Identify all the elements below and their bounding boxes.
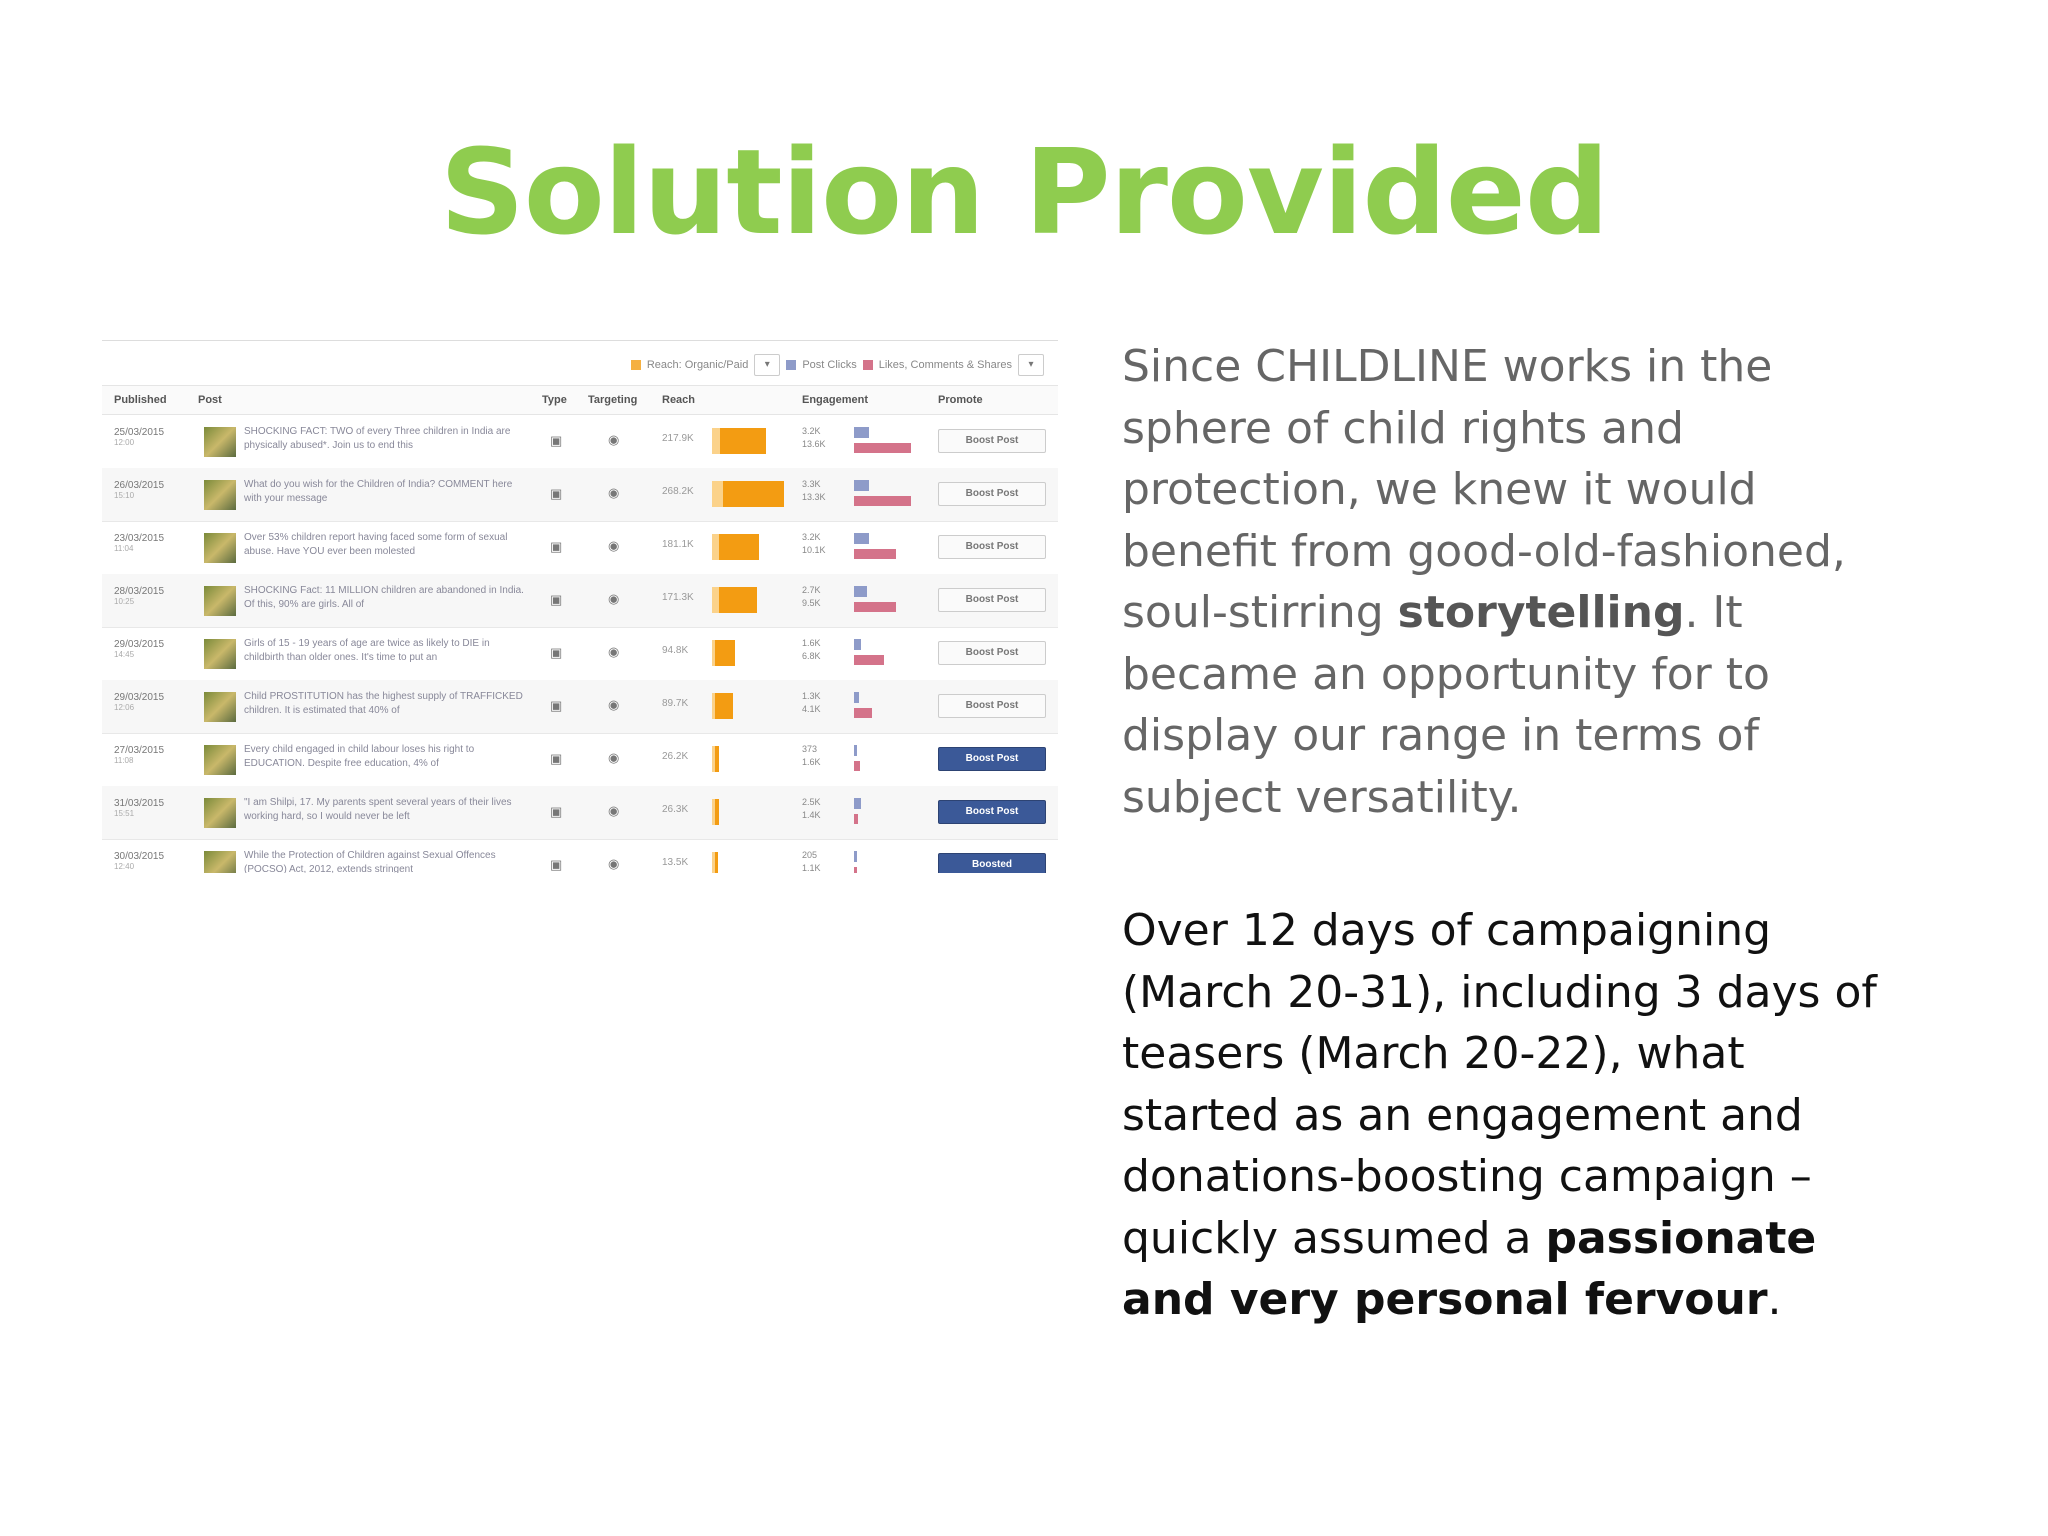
legend-engagement: Likes, Comments & Shares [878, 359, 1012, 371]
reach-value: 181.1K [662, 539, 694, 550]
reach-bar-paid [715, 693, 733, 719]
reach-value: 13.5K [662, 857, 689, 868]
table-header [102, 385, 1058, 415]
row-time: 15:10 [114, 491, 135, 500]
likes-value: 9.5K [802, 598, 821, 608]
globe-icon: ◉ [608, 432, 620, 447]
clicks-bar [854, 745, 857, 756]
post-thumbnail[interactable] [204, 480, 236, 510]
header-reach[interactable]: Reach [662, 394, 696, 406]
slide-title: Solution Provided [439, 123, 1609, 261]
globe-icon: ◉ [608, 697, 620, 712]
boost-post-button[interactable]: Boost Post [938, 747, 1046, 771]
likes-value: 1.6K [802, 757, 821, 767]
likes-value: 10.1K [802, 545, 826, 555]
header-promote[interactable]: Promote [938, 394, 983, 406]
post-thumbnail[interactable] [204, 639, 236, 669]
p2-end: . [1767, 1274, 1782, 1325]
row-time: 11:08 [114, 756, 134, 765]
clicks-value: 1.6K [802, 638, 821, 648]
row-date-text: 25/03/2015 [114, 427, 165, 438]
globe-icon: ◉ [608, 856, 620, 871]
row-date [114, 745, 184, 765]
post-text[interactable]: Every child engaged in child labour loses his right to EDUCATION. Despite free education, 4% of [244, 744, 475, 769]
reach-bar-organic [712, 534, 719, 560]
post-text[interactable]: SHOCKING Fact: 11 MILLION children are abandoned in India. Of this, 90% are girls. All of [244, 585, 524, 610]
table-row[interactable] [102, 733, 1058, 787]
post-text[interactable]: Over 53% children report having faced some form of sexual abuse. Have YOU ever been molested [244, 532, 508, 557]
likes-value: 1.1K [802, 863, 821, 873]
boost-post-button[interactable]: Boost Post [938, 482, 1046, 506]
post-thumbnail[interactable] [204, 692, 236, 722]
likes-bar [854, 602, 896, 612]
chart-legend [631, 353, 1044, 377]
engagement-values [802, 690, 821, 716]
post-type-icon: ▣ [550, 751, 563, 766]
post-type-icon: ▣ [550, 486, 563, 501]
table-row[interactable] [102, 786, 1058, 840]
post-text[interactable]: "I am Shilpi, 17. My parents spent several years of their lives working hard, so I would never be left [244, 797, 512, 822]
engagement-values [802, 743, 821, 769]
post-type-icon: ▣ [550, 433, 563, 448]
likes-value: 1.4K [802, 810, 821, 820]
p1-end: . It became an opportunity for to display our range in terms of subject versatility. [1122, 587, 1770, 823]
header-type[interactable]: Type [542, 394, 567, 406]
clicks-bar [854, 851, 857, 862]
clicks-value: 2.7K [802, 585, 821, 595]
reach-bar-paid [720, 428, 766, 454]
clicks-swatch [786, 360, 796, 370]
clicks-bar [854, 480, 869, 491]
reach-bar-paid [715, 852, 718, 873]
row-date [114, 427, 184, 447]
engagement-values [802, 796, 821, 822]
clicks-value: 2.5K [802, 797, 821, 807]
post-type-icon: ▣ [550, 804, 563, 819]
boost-post-button[interactable]: Boost Post [938, 800, 1046, 824]
boost-post-button[interactable]: Boost Post [938, 535, 1046, 559]
row-time: 14:45 [114, 650, 135, 659]
reach-value: 94.8K [662, 645, 689, 656]
post-text[interactable]: Girls of 15 - 19 years of age are twice as likely to DIE in childbirth than older ones. It's time to put an [244, 638, 490, 663]
row-date [114, 533, 184, 553]
table-row[interactable] [102, 574, 1058, 628]
post-thumbnail[interactable] [204, 745, 236, 775]
post-thumbnail[interactable] [204, 533, 236, 563]
post-text[interactable]: What do you wish for the Children of India? COMMENT here with your message [244, 479, 513, 504]
clicks-value: 205 [802, 850, 818, 860]
p1-text: Since CHILDLINE works in the sphere of child rights and protection, we knew it would benefit from good-old-fashioned, soul-stirring [1122, 341, 1846, 638]
row-date-text: 28/03/2015 [114, 586, 165, 597]
p2-text: Over 12 days of campaigning (March 20-31), including 3 days of teasers (March 20-22), what started as an engagement and donations-boosting campaign – quickly assumed a [1122, 905, 1877, 1264]
legend-reach: Reach: Organic/Paid [646, 359, 749, 371]
likes-value: 13.3K [802, 492, 826, 502]
boost-post-button[interactable]: Boosted [938, 853, 1046, 873]
row-date [114, 851, 184, 871]
row-time: 10:25 [114, 597, 135, 606]
engagement-values [802, 478, 826, 504]
row-date-text: 23/03/2015 [114, 533, 165, 544]
boost-post-button[interactable]: Boost Post [938, 429, 1046, 453]
boost-post-button[interactable]: Boost Post [938, 641, 1046, 665]
paragraph-campaign [1122, 900, 1902, 1331]
globe-icon: ◉ [608, 538, 620, 553]
row-date-text: 31/03/2015 [114, 798, 165, 809]
row-date [114, 692, 184, 712]
engagement-dropdown[interactable]: ▾ [1018, 354, 1044, 376]
legend-clicks: Post Clicks [802, 359, 857, 371]
row-time: 12:06 [114, 703, 135, 712]
likes-bar [854, 761, 860, 771]
row-date-text: 30/03/2015 [114, 851, 165, 862]
p1-bold: storytelling [1397, 587, 1685, 638]
table-row[interactable] [102, 839, 1058, 873]
clicks-bar [854, 639, 861, 650]
row-time: 12:00 [114, 438, 135, 447]
engagement-values [802, 849, 821, 873]
p2-bold: passionate and very personal fervour [1122, 1212, 1817, 1325]
insights-table-screenshot [102, 340, 1058, 873]
likes-swatch [863, 360, 873, 370]
clicks-bar [854, 533, 869, 544]
clicks-value: 373 [802, 744, 818, 754]
boost-post-button[interactable]: Boost Post [938, 588, 1046, 612]
likes-value: 6.8K [802, 651, 821, 661]
likes-value: 4.1K [802, 704, 821, 714]
paragraph-storytelling [1122, 336, 1902, 828]
row-date [114, 480, 184, 500]
clicks-value: 3.2K [802, 426, 821, 436]
post-thumbnail[interactable] [204, 798, 236, 828]
post-thumbnail[interactable] [204, 851, 236, 873]
post-text[interactable]: Child PROSTITUTION has the highest supply of TRAFFICKED children. It is estimated that 40% of [244, 691, 523, 716]
engagement-values [802, 637, 821, 663]
reach-bar-paid [715, 799, 719, 825]
row-date-text: 27/03/2015 [114, 745, 165, 756]
post-text[interactable]: SHOCKING FACT: TWO of every Three children in India are physically abused*. Join us to end this [244, 426, 511, 451]
header-targeting[interactable]: Targeting [588, 394, 638, 406]
engagement-values [802, 425, 826, 451]
clicks-value: 1.3K [802, 691, 821, 701]
header-engagement[interactable]: Engagement [802, 394, 869, 406]
row-time: 15:51 [114, 809, 135, 818]
reach-swatch [631, 360, 641, 370]
post-type-icon: ▣ [550, 645, 563, 660]
table-row[interactable] [102, 680, 1058, 734]
row-date [114, 639, 184, 659]
header-published[interactable]: Published [114, 394, 167, 406]
row-date [114, 798, 184, 818]
post-type-icon: ▣ [550, 592, 563, 607]
boost-post-button[interactable]: Boost Post [938, 694, 1046, 718]
post-type-icon: ▣ [550, 698, 563, 713]
row-date [114, 586, 184, 606]
row-time: 12:40 [114, 862, 135, 871]
globe-icon: ◉ [608, 750, 620, 765]
row-date-text: 26/03/2015 [114, 480, 165, 491]
reach-bar-paid [719, 587, 757, 613]
reach-bar-paid [723, 481, 784, 507]
reach-value: 268.2K [662, 486, 694, 497]
reach-bar-paid [715, 746, 719, 772]
post-text[interactable]: While the Protection of Children against Sexual Offences (POCSO) Act, 2012, extends stringent [244, 850, 496, 873]
clicks-value: 3.2K [802, 532, 821, 542]
globe-icon: ◉ [608, 485, 620, 500]
likes-bar [854, 496, 911, 506]
engagement-values [802, 531, 826, 557]
post-type-icon: ▣ [550, 857, 563, 872]
reach-bar-organic [712, 428, 720, 454]
clicks-bar [854, 427, 869, 438]
engagement-values [802, 584, 821, 610]
likes-bar [854, 549, 896, 559]
reach-value: 217.9K [662, 433, 694, 444]
likes-bar [854, 655, 884, 665]
globe-icon: ◉ [608, 803, 620, 818]
clicks-bar [854, 798, 861, 809]
clicks-value: 3.3K [802, 479, 821, 489]
reach-value: 89.7K [662, 698, 689, 709]
globe-icon: ◉ [608, 591, 620, 606]
clicks-bar [854, 586, 867, 597]
reach-value: 171.3K [662, 592, 694, 603]
row-date-text: 29/03/2015 [114, 692, 165, 703]
row-date-text: 29/03/2015 [114, 639, 165, 650]
likes-bar [854, 708, 872, 718]
likes-bar [854, 814, 858, 824]
reach-value: 26.2K [662, 751, 689, 762]
table-row[interactable] [102, 627, 1058, 681]
reach-value: 26.3K [662, 804, 689, 815]
reach-bar-paid [715, 640, 735, 666]
reach-bar-organic [712, 481, 723, 507]
table-row[interactable] [102, 415, 1058, 469]
likes-bar [854, 443, 911, 453]
clicks-bar [854, 692, 859, 703]
table-row[interactable] [102, 468, 1058, 522]
header-post[interactable]: Post [198, 394, 222, 406]
reach-bar-organic [712, 587, 719, 613]
globe-icon: ◉ [608, 644, 620, 659]
likes-value: 13.6K [802, 439, 826, 449]
post-thumbnail[interactable] [204, 427, 236, 457]
post-type-icon: ▣ [550, 539, 563, 554]
table-row[interactable] [102, 521, 1058, 575]
reach-dropdown[interactable]: ▾ [754, 354, 780, 376]
row-time: 11:04 [114, 544, 134, 553]
reach-bar-paid [719, 534, 759, 560]
likes-bar [854, 867, 857, 873]
post-thumbnail[interactable] [204, 586, 236, 616]
